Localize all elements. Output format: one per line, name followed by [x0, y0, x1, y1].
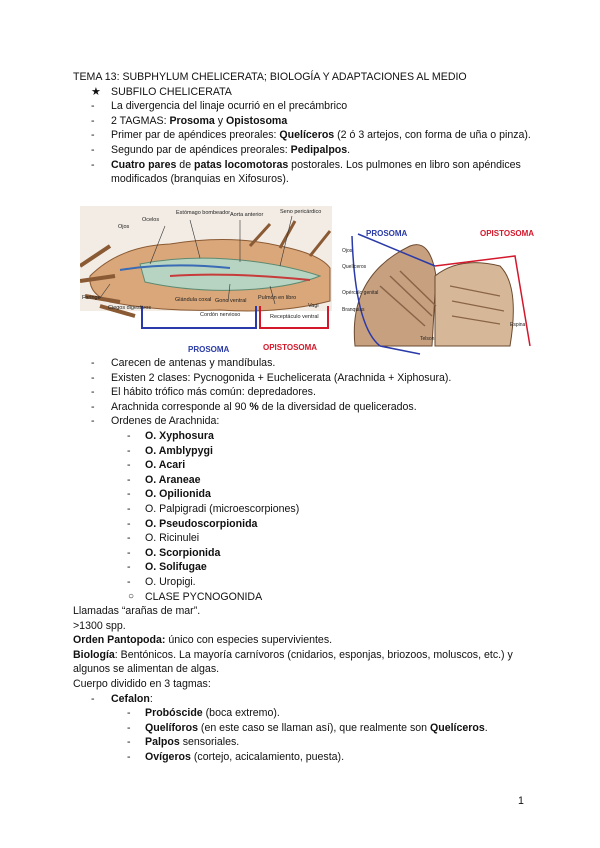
- pycno-line-1: Llamadas “arañas de mar”.: [73, 605, 201, 617]
- label-gono: Gono ventral: [215, 298, 247, 304]
- section-middle: [73, 356, 543, 604]
- sub-queliforos: - Quelíforos (en este caso se llaman así), que realmente son Quelíceros.: [127, 721, 488, 734]
- order-item: - O. Scorpionida: [127, 546, 221, 559]
- label-operculo-right: Opérculo genital: [342, 290, 379, 296]
- label-faringe: Faringe: [82, 295, 101, 301]
- bullet-arachnida: - Arachnida corresponde al 90 % de la diversidad de quelicerados.: [91, 400, 417, 413]
- order-item: - O. Amblypygi: [127, 444, 213, 457]
- label-espina-right: Espina: [510, 322, 526, 328]
- document-title: TEMA 13: SUBPHYLUM CHELICERATA; BIOLOGÍA Y ADAPTACIONES AL MEDIO: [73, 71, 467, 83]
- bullet-divergence: - La divergencia del linaje ocurrió en el precámbrico: [91, 100, 348, 113]
- label-pulmon: Pulmón en libro: [258, 295, 297, 301]
- label-seno: Seno pericárdico: [280, 209, 322, 215]
- order-item: - O. Ricinulei: [127, 532, 200, 545]
- sub-ovigeros: - Ovígeros (cortejo, acicalamiento, puesta).: [127, 750, 345, 763]
- order-item: - O. Palpigradi (microescorpiones): [127, 502, 300, 515]
- circle-bullet-icon: ○: [128, 590, 135, 602]
- anatomy-svg: [80, 206, 540, 356]
- section-pycnogonida: [73, 604, 543, 765]
- label-estomago: Estómago bombeador: [176, 210, 231, 216]
- order-item: - O. Acari: [127, 459, 186, 472]
- pycno-line-2: >1300 spp.: [73, 619, 126, 632]
- label-ojos-right: Ojos: [342, 248, 353, 254]
- pycno-line-4: Biología: Bentónicos. La mayoría carnívoros (cnidarios, esponjas, briozoos, moluscos, etc.) y algunos se alimentan de algas.: [73, 648, 513, 676]
- bullet-antenas: - Carecen de antenas y mandíbulas.: [91, 357, 276, 369]
- label-branquias-right: Branquias: [342, 307, 365, 313]
- pycno-line-5: Cuerpo dividido en 3 tagmas:: [73, 677, 211, 690]
- bullet-tagmas: - 2 TAGMAS: Prosoma y Opistosoma: [91, 114, 288, 127]
- label-receptaculo: Receptáculo ventral: [270, 314, 319, 320]
- bullet-queliceros: - Primer par de apéndices preorales: Quelíceros (2 ó 3 artejos, con forma de uña o pinza).: [91, 129, 531, 142]
- orders-list: [73, 429, 543, 590]
- label-opistosoma-left: OPISTOSOMA: [263, 343, 318, 352]
- order-item: - O. Xyphosura: [127, 429, 214, 442]
- bullet-ordenes: - Ordenes de Arachnida:: [91, 415, 220, 428]
- bullet-habito: - El hábito trófico más común: depredadores.: [91, 386, 316, 399]
- label-queliceros-right: Quelíceros: [342, 264, 367, 270]
- order-item: - O. Pseudoscorpionida: [127, 517, 258, 530]
- bullet-cefalon: - Cefalon:: [91, 692, 153, 705]
- label-prosoma-right: PROSOMA: [366, 229, 408, 238]
- page-number: 1: [518, 795, 524, 807]
- bullet-patas: - Cuatro pares de patas locomotoras postorales. Los pulmones en libro son apéndices modificados (branquias en Xifosuros).: [91, 158, 521, 186]
- anatomy-figure: [80, 206, 540, 356]
- order-item: - O. Opilionida: [127, 488, 211, 501]
- label-aorta: Aorta anterior: [230, 212, 264, 218]
- label-cordon: Cordón nervioso: [200, 312, 241, 318]
- pycno-line-3: Orden Pantopoda: único con especies supervivientes.: [73, 634, 333, 647]
- subfilo-heading: ★ SUBFILO CHELICERATA: [91, 85, 232, 98]
- section-top: [73, 70, 543, 187]
- class-pycnogonida-heading: ○ CLASE PYCNOGONIDA: [128, 590, 263, 603]
- label-telson-right: Telson: [420, 336, 435, 342]
- label-vagi: Vagi: [308, 303, 319, 309]
- label-ocelos: Ocelos: [142, 217, 160, 223]
- order-item: - O. Solifugae: [127, 561, 207, 574]
- label-ojos: Ojos: [118, 224, 130, 230]
- bullet-clases: - Existen 2 clases: Pycnogonida + Euchelicerata (Arachnida + Xiphosura).: [91, 371, 452, 384]
- sub-palpos: - Palpos sensoriales.: [127, 736, 240, 749]
- label-prosoma-left: PROSOMA: [188, 345, 230, 354]
- label-glandula: Glándula coxal: [175, 297, 212, 303]
- order-item: - O. Araneae: [127, 473, 201, 486]
- star-icon: ★: [91, 85, 101, 98]
- bullet-pedipalpos: - Segundo par de apéndices preorales: Pedipalpos.: [91, 143, 351, 156]
- order-item: - O. Uropigi.: [127, 575, 196, 588]
- sub-proboscide: - Probóscide (boca extremo).: [127, 707, 280, 720]
- label-ciegos: Ciegos digestivos: [108, 305, 152, 311]
- label-opistosoma-right: OPISTOSOMA: [480, 229, 535, 238]
